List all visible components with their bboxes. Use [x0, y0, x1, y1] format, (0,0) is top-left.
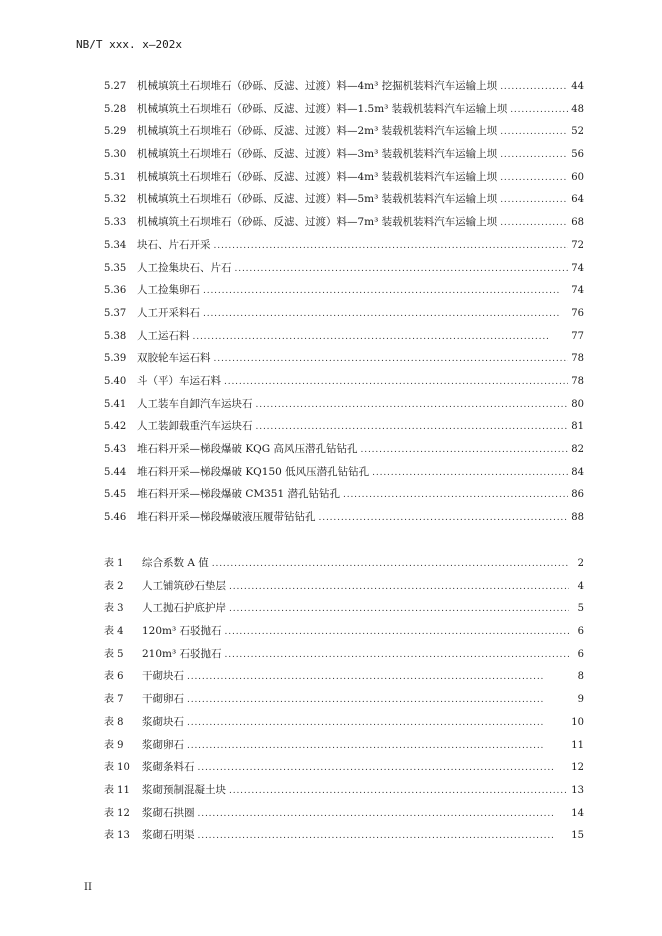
entry-number: 5.37 [104, 307, 127, 319]
toc-entry[interactable] [104, 373, 584, 396]
entry-number: 5.34 [104, 239, 127, 251]
table-page: 4 [577, 580, 584, 592]
leader-dots [198, 809, 569, 819]
toc-entry[interactable] [104, 486, 584, 509]
leader-dots [500, 127, 568, 137]
toc-entry[interactable] [104, 350, 584, 373]
entry-number: 5.27 [104, 81, 127, 92]
entry-page: 64 [571, 194, 584, 206]
table-number: 表 7 [104, 694, 124, 706]
toc-entry[interactable] [104, 123, 584, 146]
entry-page: 48 [571, 103, 584, 115]
entry-title: 双胶轮车运石料 [137, 352, 211, 365]
toc-entry[interactable] [104, 146, 584, 169]
leader-dots [198, 763, 569, 773]
table-number: 表 3 [104, 603, 124, 615]
table-number: 表 10 [104, 762, 130, 774]
entry-title: 人工装车自卸汽车运块石 [137, 397, 253, 410]
leader-dots [193, 332, 569, 342]
table-title: 浆砌条料石 [142, 761, 195, 774]
toc-table-entry[interactable] [104, 804, 584, 827]
leader-dots [203, 309, 568, 319]
table-number: 表 9 [104, 739, 124, 751]
leader-dots [225, 650, 569, 660]
leader-dots [187, 672, 569, 682]
entry-title: 堆石料开采—梯段爆破液压履带钻钻孔 [137, 511, 316, 524]
entry-number: 5.40 [104, 375, 127, 387]
table-title: 210m³ 石驳抛石 [142, 647, 222, 660]
page-number-footer: II [84, 882, 92, 893]
toc-table-entry[interactable] [104, 577, 584, 600]
table-page: 10 [571, 716, 584, 728]
entry-page: 60 [571, 171, 584, 183]
table-title: 浆砌石拱圈 [142, 806, 195, 819]
entry-number: 5.45 [104, 489, 127, 501]
toc-entry[interactable] [104, 237, 584, 260]
toc-entry[interactable] [104, 260, 584, 283]
entry-number: 5.38 [104, 330, 127, 342]
entry-title: 机械填筑土石坝堆石（砂砾、反滤、过渡）料—4m³ 装载机装料汽车运输上坝 [137, 170, 498, 183]
toc-entry[interactable] [104, 328, 584, 351]
toc-table-entry[interactable] [104, 690, 584, 713]
toc-table-entry[interactable] [104, 599, 584, 622]
leader-dots [319, 513, 569, 523]
entry-number: 5.30 [104, 149, 127, 161]
entry-number: 5.31 [104, 171, 127, 183]
table-page: 15 [571, 830, 584, 842]
entry-number: 5.35 [104, 262, 127, 274]
entry-page: 72 [571, 239, 584, 251]
toc-entry[interactable] [104, 464, 584, 487]
toc-entry[interactable] [104, 441, 584, 464]
leader-dots [198, 831, 569, 841]
leader-dots [500, 150, 568, 160]
table-number: 表 6 [104, 671, 124, 683]
entry-title: 机械填筑土石坝堆石（砂砾、反滤、过渡）料—7m³ 装载机装料汽车运输上坝 [137, 216, 498, 229]
toc-tables-list [104, 554, 584, 849]
entry-page: 78 [571, 353, 584, 365]
leader-dots [187, 718, 568, 728]
entry-page: 68 [571, 217, 584, 229]
table-title: 120m³ 石驳抛石 [142, 625, 222, 638]
leader-dots [229, 786, 568, 796]
entry-title: 机械填筑土石坝堆石（砂砾、反滤、过渡）料—2m³ 装载机装料汽车运输上坝 [137, 125, 498, 138]
entry-page: 88 [571, 512, 584, 524]
leader-dots [187, 695, 569, 705]
entry-page: 82 [571, 444, 584, 455]
entry-page: 77 [571, 330, 584, 342]
entry-number: 5.36 [104, 285, 127, 297]
leader-dots [214, 354, 569, 364]
leader-dots [224, 377, 568, 387]
entry-page: 74 [571, 285, 584, 297]
toc-entry[interactable] [104, 78, 584, 101]
leader-dots [256, 400, 569, 410]
leader-dots [343, 490, 568, 500]
table-number: 表 1 [104, 558, 124, 569]
table-page: 14 [571, 807, 584, 819]
table-title: 人工铺筑砂石垫层 [142, 579, 226, 592]
leader-dots [500, 173, 568, 183]
toc-sections-list [104, 78, 584, 532]
table-title: 浆砌块石 [142, 715, 184, 728]
entry-title: 人工运石料 [137, 329, 190, 342]
leader-dots [229, 582, 569, 592]
leader-dots [256, 422, 569, 432]
toc-table-entry[interactable] [104, 758, 584, 781]
toc-entry[interactable] [104, 191, 584, 214]
entry-title: 堆石料开采—梯段爆破 KQG 高风压潜孔钻钻孔 [137, 443, 358, 455]
table-number: 表 4 [104, 626, 124, 638]
entry-page: 80 [571, 398, 584, 410]
entry-number: 5.29 [104, 126, 127, 138]
leader-dots [500, 195, 568, 205]
toc-table-entry[interactable] [104, 736, 584, 759]
entry-page: 78 [571, 375, 584, 387]
table-page: 8 [577, 671, 584, 683]
toc-table-entry[interactable] [104, 781, 584, 804]
table-number: 表 12 [104, 807, 130, 819]
leader-dots [212, 559, 569, 569]
entry-title: 堆石料开采—梯段爆破 CM351 潜孔钻钻孔 [137, 488, 341, 501]
table-page: 13 [571, 784, 584, 796]
table-number: 表 8 [104, 716, 124, 728]
leader-dots [235, 264, 569, 274]
leader-dots [361, 445, 569, 455]
leader-dots [500, 218, 568, 228]
toc-entry[interactable] [104, 396, 584, 419]
entry-number: 5.44 [104, 466, 127, 478]
toc-table-entry[interactable] [104, 826, 584, 849]
leader-dots [187, 741, 568, 751]
entry-title: 块石、片石开采 [137, 238, 211, 251]
entry-title: 机械填筑土石坝堆石（砂砾、反滤、过渡）料—4m³ 挖掘机装料汽车运输上坝 [137, 80, 498, 92]
entry-title: 机械填筑土石坝堆石（砂砾、反滤、过渡）料—5m³ 装载机装料汽车运输上坝 [137, 193, 498, 206]
entry-number: 5.46 [104, 512, 127, 524]
leader-dots [510, 105, 568, 115]
entry-title: 人工捡集块石、片石 [137, 261, 232, 274]
table-number: 表 2 [104, 580, 124, 592]
document-code-header: NB/T xxx. x—202x [76, 38, 182, 51]
toc-table-entry[interactable] [104, 622, 584, 645]
table-title: 浆砌石明渠 [142, 829, 195, 842]
toc-entry[interactable] [104, 282, 584, 305]
table-number: 表 11 [104, 784, 130, 796]
leader-dots [214, 241, 569, 251]
entry-title: 人工装卸载重汽车运块石 [137, 420, 253, 433]
table-page: 9 [577, 694, 584, 706]
table-title: 干砌卵石 [142, 693, 184, 706]
toc-entry[interactable] [104, 305, 584, 328]
toc-table-entry[interactable] [104, 554, 584, 577]
entry-title: 人工开采料石 [137, 306, 200, 319]
entry-number: 5.32 [104, 194, 127, 206]
entry-number: 5.41 [104, 398, 127, 410]
entry-number: 5.43 [104, 444, 127, 455]
entry-number: 5.39 [104, 353, 127, 365]
table-title: 综合系数 A 值 [142, 557, 209, 569]
toc-entry[interactable] [104, 509, 584, 532]
leader-dots [229, 604, 569, 614]
toc-entry[interactable] [104, 418, 584, 441]
toc-entry[interactable] [104, 169, 584, 192]
leader-dots [203, 286, 568, 296]
table-page: 2 [577, 558, 584, 569]
entry-page: 44 [571, 81, 584, 92]
entry-page: 84 [571, 466, 584, 478]
entry-page: 86 [571, 489, 584, 501]
table-title: 干砌块石 [142, 670, 184, 683]
entry-page: 52 [571, 126, 584, 138]
entry-title: 机械填筑土石坝堆石（砂砾、反滤、过渡）料—1.5m³ 装载机装料汽车运输上坝 [137, 102, 508, 115]
toc-table-entry[interactable] [104, 713, 584, 736]
table-page: 11 [571, 739, 584, 751]
entry-page: 81 [571, 421, 584, 433]
entry-page: 76 [571, 307, 584, 319]
entry-number: 5.42 [104, 421, 127, 433]
table-number: 表 5 [104, 648, 124, 660]
table-title: 人工抛石护底护岸 [142, 602, 226, 615]
entry-number: 5.33 [104, 217, 127, 229]
table-number: 表 13 [104, 830, 130, 842]
table-page: 6 [577, 626, 584, 638]
table-page: 6 [577, 648, 584, 660]
leader-dots [500, 82, 568, 92]
entry-page: 74 [571, 262, 584, 274]
table-title: 浆砌卵石 [142, 738, 184, 751]
leader-dots [225, 627, 569, 637]
toc-entry[interactable] [104, 214, 584, 237]
entry-title: 斗（平）车运石料 [137, 374, 221, 387]
entry-title: 堆石料开采—梯段爆破 KQ150 低风压潜孔钻钻孔 [137, 465, 370, 478]
entry-page: 56 [571, 149, 584, 161]
table-page: 5 [577, 603, 584, 615]
entry-title: 机械填筑土石坝堆石（砂砾、反滤、过渡）料—3m³ 装载机装料汽车运输上坝 [137, 148, 498, 161]
entry-number: 5.28 [104, 103, 127, 115]
toc-table-entry[interactable] [104, 645, 584, 668]
entry-title: 人工捡集卵石 [137, 284, 200, 297]
toc-table-entry[interactable] [104, 667, 584, 690]
table-title: 浆砌预制混凝土块 [142, 783, 226, 796]
leader-dots [372, 468, 568, 478]
toc-entry[interactable] [104, 101, 584, 124]
table-page: 12 [571, 762, 584, 774]
